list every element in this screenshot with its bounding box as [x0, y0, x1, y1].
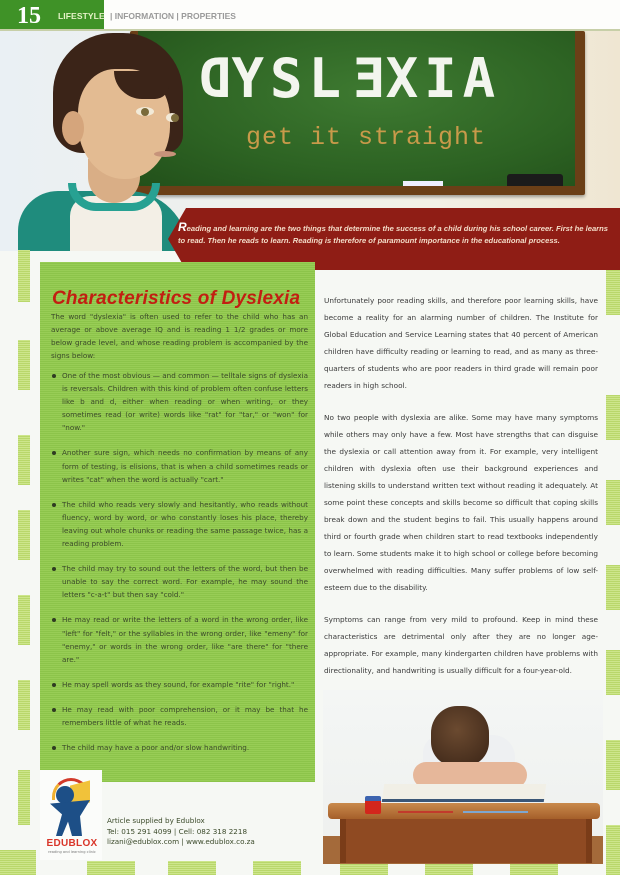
list-item: Another sure sign, which needs no confirmation by means of any form of testing, is elisions, that is when a child sometimes reads or writes "cat" when the word is actually "cart." [51, 446, 308, 485]
page-header [0, 0, 620, 31]
boy-illustration [18, 31, 183, 251]
body-paragraph: Symptoms can range from very mild to profound. Keep in mind these characteristics are detrimental only after they are no longer age-appropriate. For example, many kindergarten children have problems with directionality, and handwriting is usually difficult for a four-year-old. [324, 615, 598, 676]
title-mirrored-letter-e: E [347, 47, 386, 110]
credit-phone: Tel: 015 291 4099 | Cell: 082 318 2218 [107, 826, 248, 836]
page-number-box [0, 0, 104, 31]
decorative-stripe [606, 395, 620, 440]
body-paragraph: Unfortunately poor reading skills, and therefore poor learning skills, have become a reality for an alarming number of children. The Institute for Global Education and Service Learning states that 40 percent of American children have difficulty reading or learning to read, and as many as three-quarters of students who are poor readers in third grade will remain poor readers in high school. [324, 296, 598, 390]
signs-list [51, 369, 308, 766]
sharpener-icon [365, 796, 381, 814]
logo-tagline: reading and learning clinic [48, 850, 96, 854]
chalkboard-surface [138, 31, 575, 186]
credit-supplier: Article supplied by Edublox [107, 816, 205, 825]
intro-text [178, 221, 608, 247]
page-number: 15 [17, 3, 41, 29]
panel-intro: The word "dyslexia" is often used to refer to the child who has an average or above average IQ and is reading 1 1/2 grades or more below grade level, and whose reading problem is accompanied by the signs below: [51, 312, 308, 361]
boy-ear [62, 111, 84, 145]
decorative-stripe [606, 565, 620, 610]
title-tail: XIA [385, 47, 502, 110]
list-item: He may read or write the letters of a word in the wrong order, like "left" for "felt," or the syllables in the wrong order, like "emeny" for "enemy," or words in the wrong order, like "are there" for "there are." [51, 613, 308, 665]
child-head [431, 706, 489, 766]
decorative-stripe [0, 850, 36, 875]
decorative-stripe [253, 861, 301, 875]
intro-dropcap: R [178, 220, 187, 234]
title-segment: YSL [231, 47, 348, 110]
article-credit [107, 816, 255, 848]
body-paragraph: No two people with dyslexia are alike. Some may have many symptoms while others may only have a few. Most have strengths that can disguise the dyslexia or call attention away from it. For example, very intelligent children with dyslexia often use their background experiences and listening skills to understand written text without reading it adequately. At some point these concepts and skills become so difficult that coping skills break down and the student begins to fail. This usually happens around third or fourth grade when children start to read textbooks independently to learn. Some students make it to high school or college before becoming overwhelmed with reading difficulties. Many suffer problems of low self-esteem due to the disability. [324, 413, 598, 592]
boy-eye-left [136, 107, 154, 116]
list-item: The child may try to sound out the letters of the word, but then be unable to say the correct word. For example, he may sound the letters "c-a-t" but then say "cold." [51, 562, 308, 601]
section-label: LIFESTYLE [58, 11, 105, 21]
article-subtitle: get it straight [246, 123, 487, 152]
logo-head-icon [56, 786, 74, 804]
panel-heading: Characteristics of Dyslexia [52, 288, 301, 309]
pencil-icon [463, 811, 528, 813]
decorative-stripe [18, 595, 30, 645]
breadcrumb: | INFORMATION | PROPERTIES [110, 11, 236, 21]
chalkboard [130, 31, 585, 195]
decorative-stripe [18, 510, 30, 560]
boy-eye-right [166, 113, 178, 122]
decorative-stripe [18, 770, 30, 825]
decorative-stripe [87, 861, 135, 875]
decorative-stripe [168, 861, 216, 875]
list-item: The child who reads very slowly and hesitantly, who reads without fluency, word by word, or who constantly loses his place, thereby leaving out whole chunks or reading the same passage twice, has a reading problem. [51, 498, 308, 550]
boy-collar [68, 183, 160, 211]
list-item: The child may have a poor and/or slow handwriting. [51, 741, 308, 754]
list-item: He may read with poor comprehension, or it may be that he remembers little of what he reads. [51, 703, 308, 729]
decorative-stripe [606, 650, 620, 695]
decorative-stripe [18, 250, 30, 302]
list-item: He may spell words as they sound, for example "rite" for "right." [51, 678, 308, 691]
pencil-icon [398, 811, 453, 813]
credit-contact[interactable]: lizani@edublox.com | www.edublox.co.za [107, 837, 255, 846]
eraser-icon [507, 174, 563, 186]
decorative-stripe [606, 480, 620, 525]
decorative-stripe [606, 270, 620, 315]
chalk-icon [403, 181, 443, 186]
open-book-icon [382, 784, 547, 802]
body-column [324, 293, 598, 696]
article-title [193, 47, 501, 110]
desk-body [340, 818, 592, 863]
boy-mouth [154, 151, 176, 157]
decorative-stripe [606, 740, 620, 790]
decorative-stripe [606, 825, 620, 875]
decorative-stripe [18, 340, 30, 390]
decorative-stripe [18, 435, 30, 485]
child-at-desk-photo [323, 690, 603, 855]
logo-wordmark: EDUBLOX [46, 838, 98, 849]
list-item: One of the most obvious — and common — telltale signs of dyslexia is reversals. Children with this kind of problem often confuse letters like b and d, either when reading or when writing, or they sometimes read (or write) words like "rat" for "tar," or "won" for "now." [51, 369, 308, 434]
intro-body: eading and learning are the two things that determine the success of a child during his school career. First he learns to read. Then he reads to learn. Reading is therefore of paramount importance in the educational process. [178, 224, 608, 245]
decorative-stripe [18, 680, 30, 730]
title-mirrored-letter: D [193, 47, 232, 110]
